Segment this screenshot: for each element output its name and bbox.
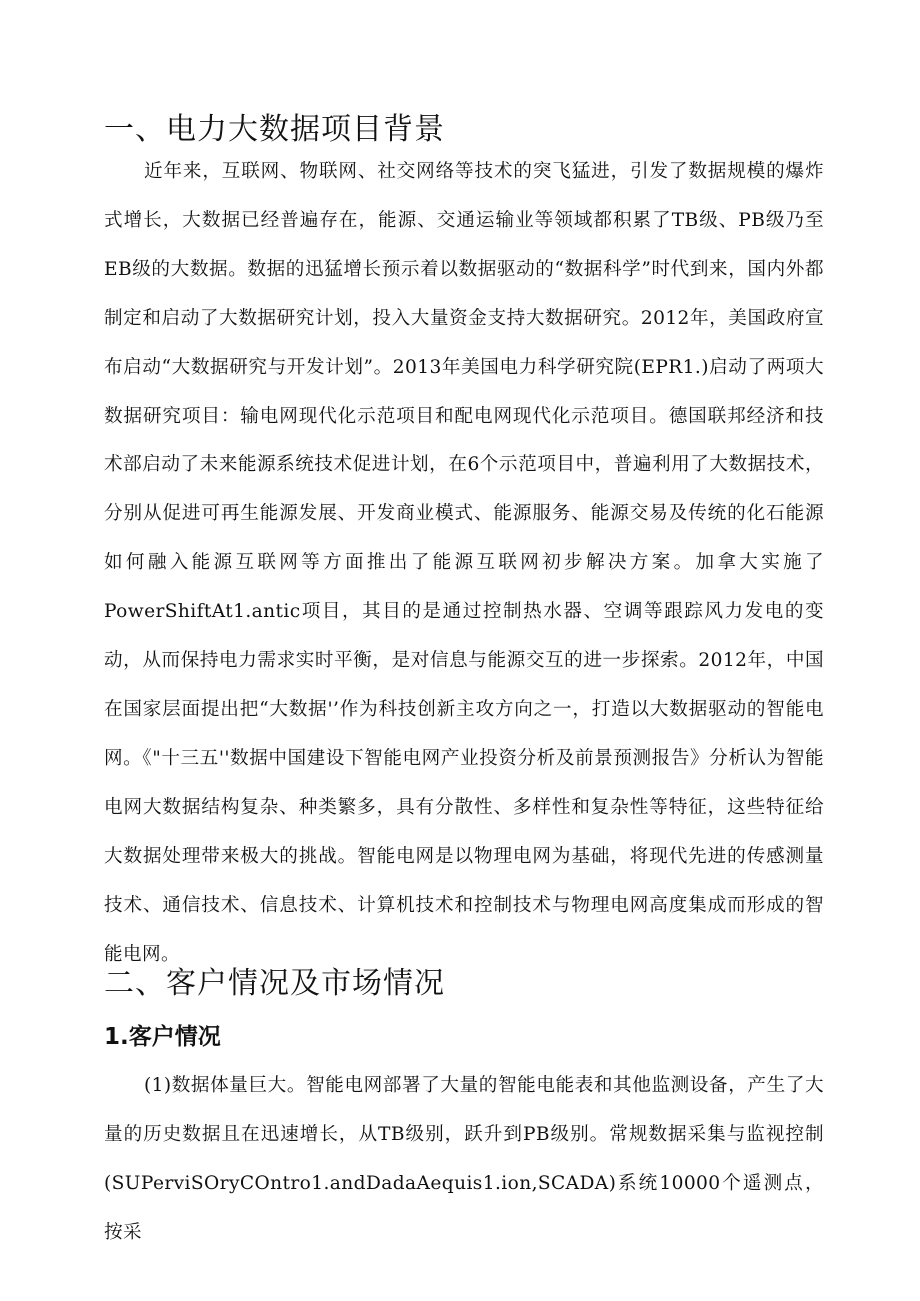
body-paragraph-background: 近年来，互联网、物联网、社交网络等技术的突飞猛进，引发了数据规模的爆炸式增长，大数据已经普遍存在，能源、交通运输业等领域都积累了TB级、PB级乃至EB级的大数据。数据的迅猛增长预示着以数据驱动的“数据科学”时代到来，国内外都制定和启动了大数据研究计划，投入大量资金支持大数据研究。2012年，美国政府宣布启动“大数据研究与开发计划”。2013年美国电力科学研究院(EPR1.)启动了两项大数据研究项目：输电网现代化示范项目和配电网现代化示范项目。德国联邦经济和技术部启动了未来能源系统技术促进计划，在6个示范项目中，普遍利用了大数据技术，分别从促进可再生能源发展、开发商业模式、能源服务、能源交易及传统的化石能源如何融入能源互联网等方面推出了能源互联网初步解决方案。加拿大实施了PowerShiftAt1.antic项目，其目的是通过控制热水器、空调等跟踪风力发电的变动，从而保持电力需求实时平衡，是对信息与能源交互的进一步探索。2012年，中国在国家层面提出把“大数据'’作为科技创新主攻方向之一，打造以大数据驱动的智能电网。《"十三五''数据中国建设下智能电网产业投资分析及前景预测报告》分析认为智能电网大数据结构复杂、种类繁多，具有分散性、多样性和复杂性等特征，这些特征给大数据处理带来极大的挑战。智能电网是以物理电网为基础，将现代先进的传感测量技术、通信技术、信息技术、计算机技术和控制技术与物理电网高度集成而形成的智能电网。 — [104, 161, 824, 965]
section-heading-background: 一、电力大数据项目背景 — [104, 112, 445, 147]
section-heading-customer-market: 二、客户情况及市场情况 — [104, 966, 445, 1001]
subsection-heading-customer: 1.客户情况 — [104, 1024, 221, 1050]
body-paragraph-customer: (1)数据体量巨大。智能电网部署了大量的智能电能表和其他监测设备，产生了大量的历史数据且在迅速增长，从TB级别，跃升到PB级别。常规数据采集与监视控制(SUPerviSOryCOntro1.andDadaAequis1.ion,SCADA)系统10000个遥测点，按采 — [104, 1075, 824, 1243]
